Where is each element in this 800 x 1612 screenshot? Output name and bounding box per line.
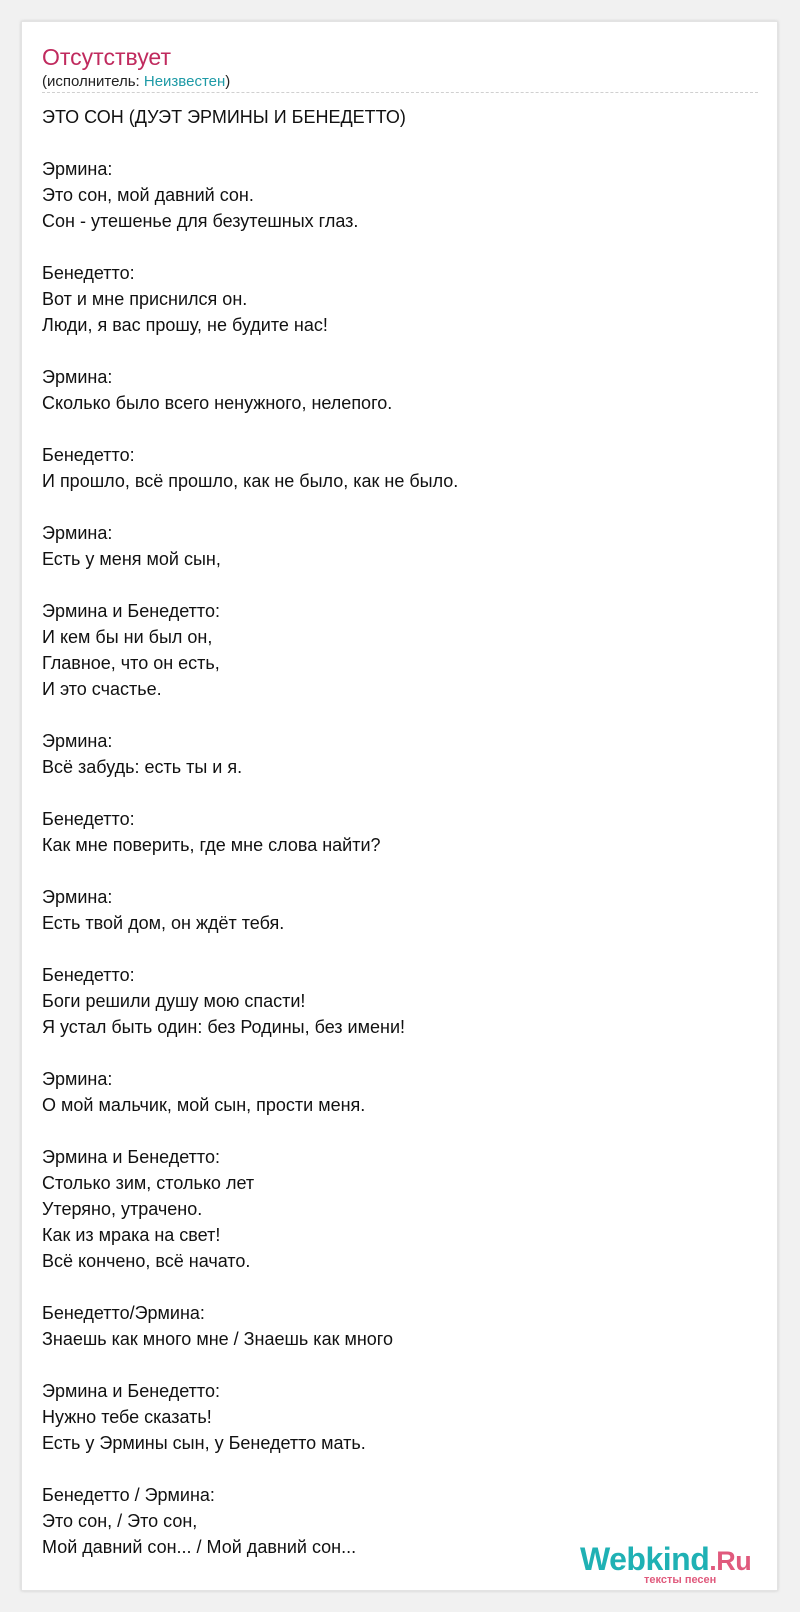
lyric-line xyxy=(42,416,458,442)
lyric-line: Бенедетто: xyxy=(42,445,135,465)
lyrics-text xyxy=(42,104,458,1560)
lyric-line xyxy=(42,1040,458,1066)
lyric-line: Мой давний сон... / Мой давний сон... xyxy=(42,1537,357,1557)
song-title: Отсутствует xyxy=(42,44,171,70)
lyric-line: Сон - утешенье для безутешных глаз. xyxy=(42,211,359,231)
lyric-line: Вот и мне приснился он. xyxy=(42,289,248,309)
lyric-line: Знаешь как много мне / Знаешь как много xyxy=(42,1329,393,1349)
lyric-line: Эрмина и Бенедетто: xyxy=(42,1147,220,1167)
lyric-line: И прошло, всё прошло, как не было, как не было. xyxy=(42,471,459,491)
lyric-line: Как мне поверить, где мне слова найти? xyxy=(42,835,381,855)
lyric-line: Это сон, мой давний сон. xyxy=(42,185,254,205)
lyric-line: Эрмина: xyxy=(42,159,113,179)
lyric-line xyxy=(42,494,458,520)
lyric-line: Столько зим, столько лет xyxy=(42,1173,255,1193)
lyric-line: Сколько было всего ненужного, нелепого. xyxy=(42,393,393,413)
lyric-line: Эрмина и Бенедетто: xyxy=(42,601,220,621)
lyric-line: Бенедетто/Эрмина: xyxy=(42,1303,205,1323)
lyric-line: Боги решили душу мою спасти! xyxy=(42,991,306,1011)
lyric-line: Как из мрака на свет! xyxy=(42,1225,221,1245)
lyric-line: Это сон, / Это сон, xyxy=(42,1511,198,1531)
lyric-line: Эрмина и Бенедетто: xyxy=(42,1381,220,1401)
lyric-line: О мой мальчик, мой сын, прости меня. xyxy=(42,1095,366,1115)
logo-brand xyxy=(580,1542,751,1578)
lyric-line xyxy=(42,702,458,728)
webkind-logo[interactable] xyxy=(580,1542,780,1588)
lyric-line: Люди, я вас прошу, не будите нас! xyxy=(42,315,328,335)
lyric-line xyxy=(42,780,458,806)
lyric-line: Нужно тебе сказать! xyxy=(42,1407,212,1427)
lyric-line: Есть твой дом, он ждёт тебя. xyxy=(42,913,285,933)
lyric-line: Всё кончено, всё начато. xyxy=(42,1251,251,1271)
artist-prefix: (исполнитель: xyxy=(42,73,144,90)
lyric-line: Бенедетто: xyxy=(42,965,135,985)
lyric-line: Эрмина: xyxy=(42,367,113,387)
lyric-line: Эрмина: xyxy=(42,731,113,751)
lyric-line xyxy=(42,1456,458,1482)
lyric-line: Есть у Эрмины сын, у Бенедетто мать. xyxy=(42,1433,366,1453)
lyric-line: Эрмина: xyxy=(42,887,113,907)
lyric-line: И это счастье. xyxy=(42,679,162,699)
lyric-line xyxy=(42,338,458,364)
lyric-line xyxy=(42,858,458,884)
logo-brand-tld: .Ru xyxy=(709,1546,752,1576)
lyric-line: Утеряно, утрачено. xyxy=(42,1199,203,1219)
lyric-line: Бенедетто / Эрмина: xyxy=(42,1485,215,1505)
lyric-line: Бенедетто: xyxy=(42,263,135,283)
lyric-line xyxy=(42,572,458,598)
lyric-line: Есть у меня мой сын, xyxy=(42,549,221,569)
lyric-line: Бенедетто: xyxy=(42,809,135,829)
lyric-line: Главное, что он есть, xyxy=(42,653,220,673)
artist-link[interactable]: Неизвестен xyxy=(143,73,226,90)
lyric-line: Эрмина: xyxy=(42,523,113,543)
lyric-line: Я устал быть один: без Родины, без имени! xyxy=(42,1017,405,1037)
lyric-line: И кем бы ни был он, xyxy=(42,627,213,647)
lyric-line xyxy=(42,936,458,962)
logo-tagline: тексты песен xyxy=(644,1574,717,1586)
header-divider xyxy=(42,92,758,93)
lyric-line: ЭТО СОН (ДУЭТ ЭРМИНЫ И БЕНЕДЕТТО) xyxy=(42,107,406,127)
lyric-line xyxy=(42,130,458,156)
lyric-line: Эрмина: xyxy=(42,1069,113,1089)
artist-line xyxy=(42,72,230,92)
lyric-line xyxy=(42,1118,458,1144)
artist-suffix: ) xyxy=(225,73,231,90)
lyric-line xyxy=(42,1274,458,1300)
lyric-line xyxy=(42,1352,458,1378)
logo-brand-name: Webkind xyxy=(580,1541,710,1577)
lyric-line xyxy=(42,234,458,260)
lyric-line: Всё забудь: есть ты и я. xyxy=(42,757,243,777)
